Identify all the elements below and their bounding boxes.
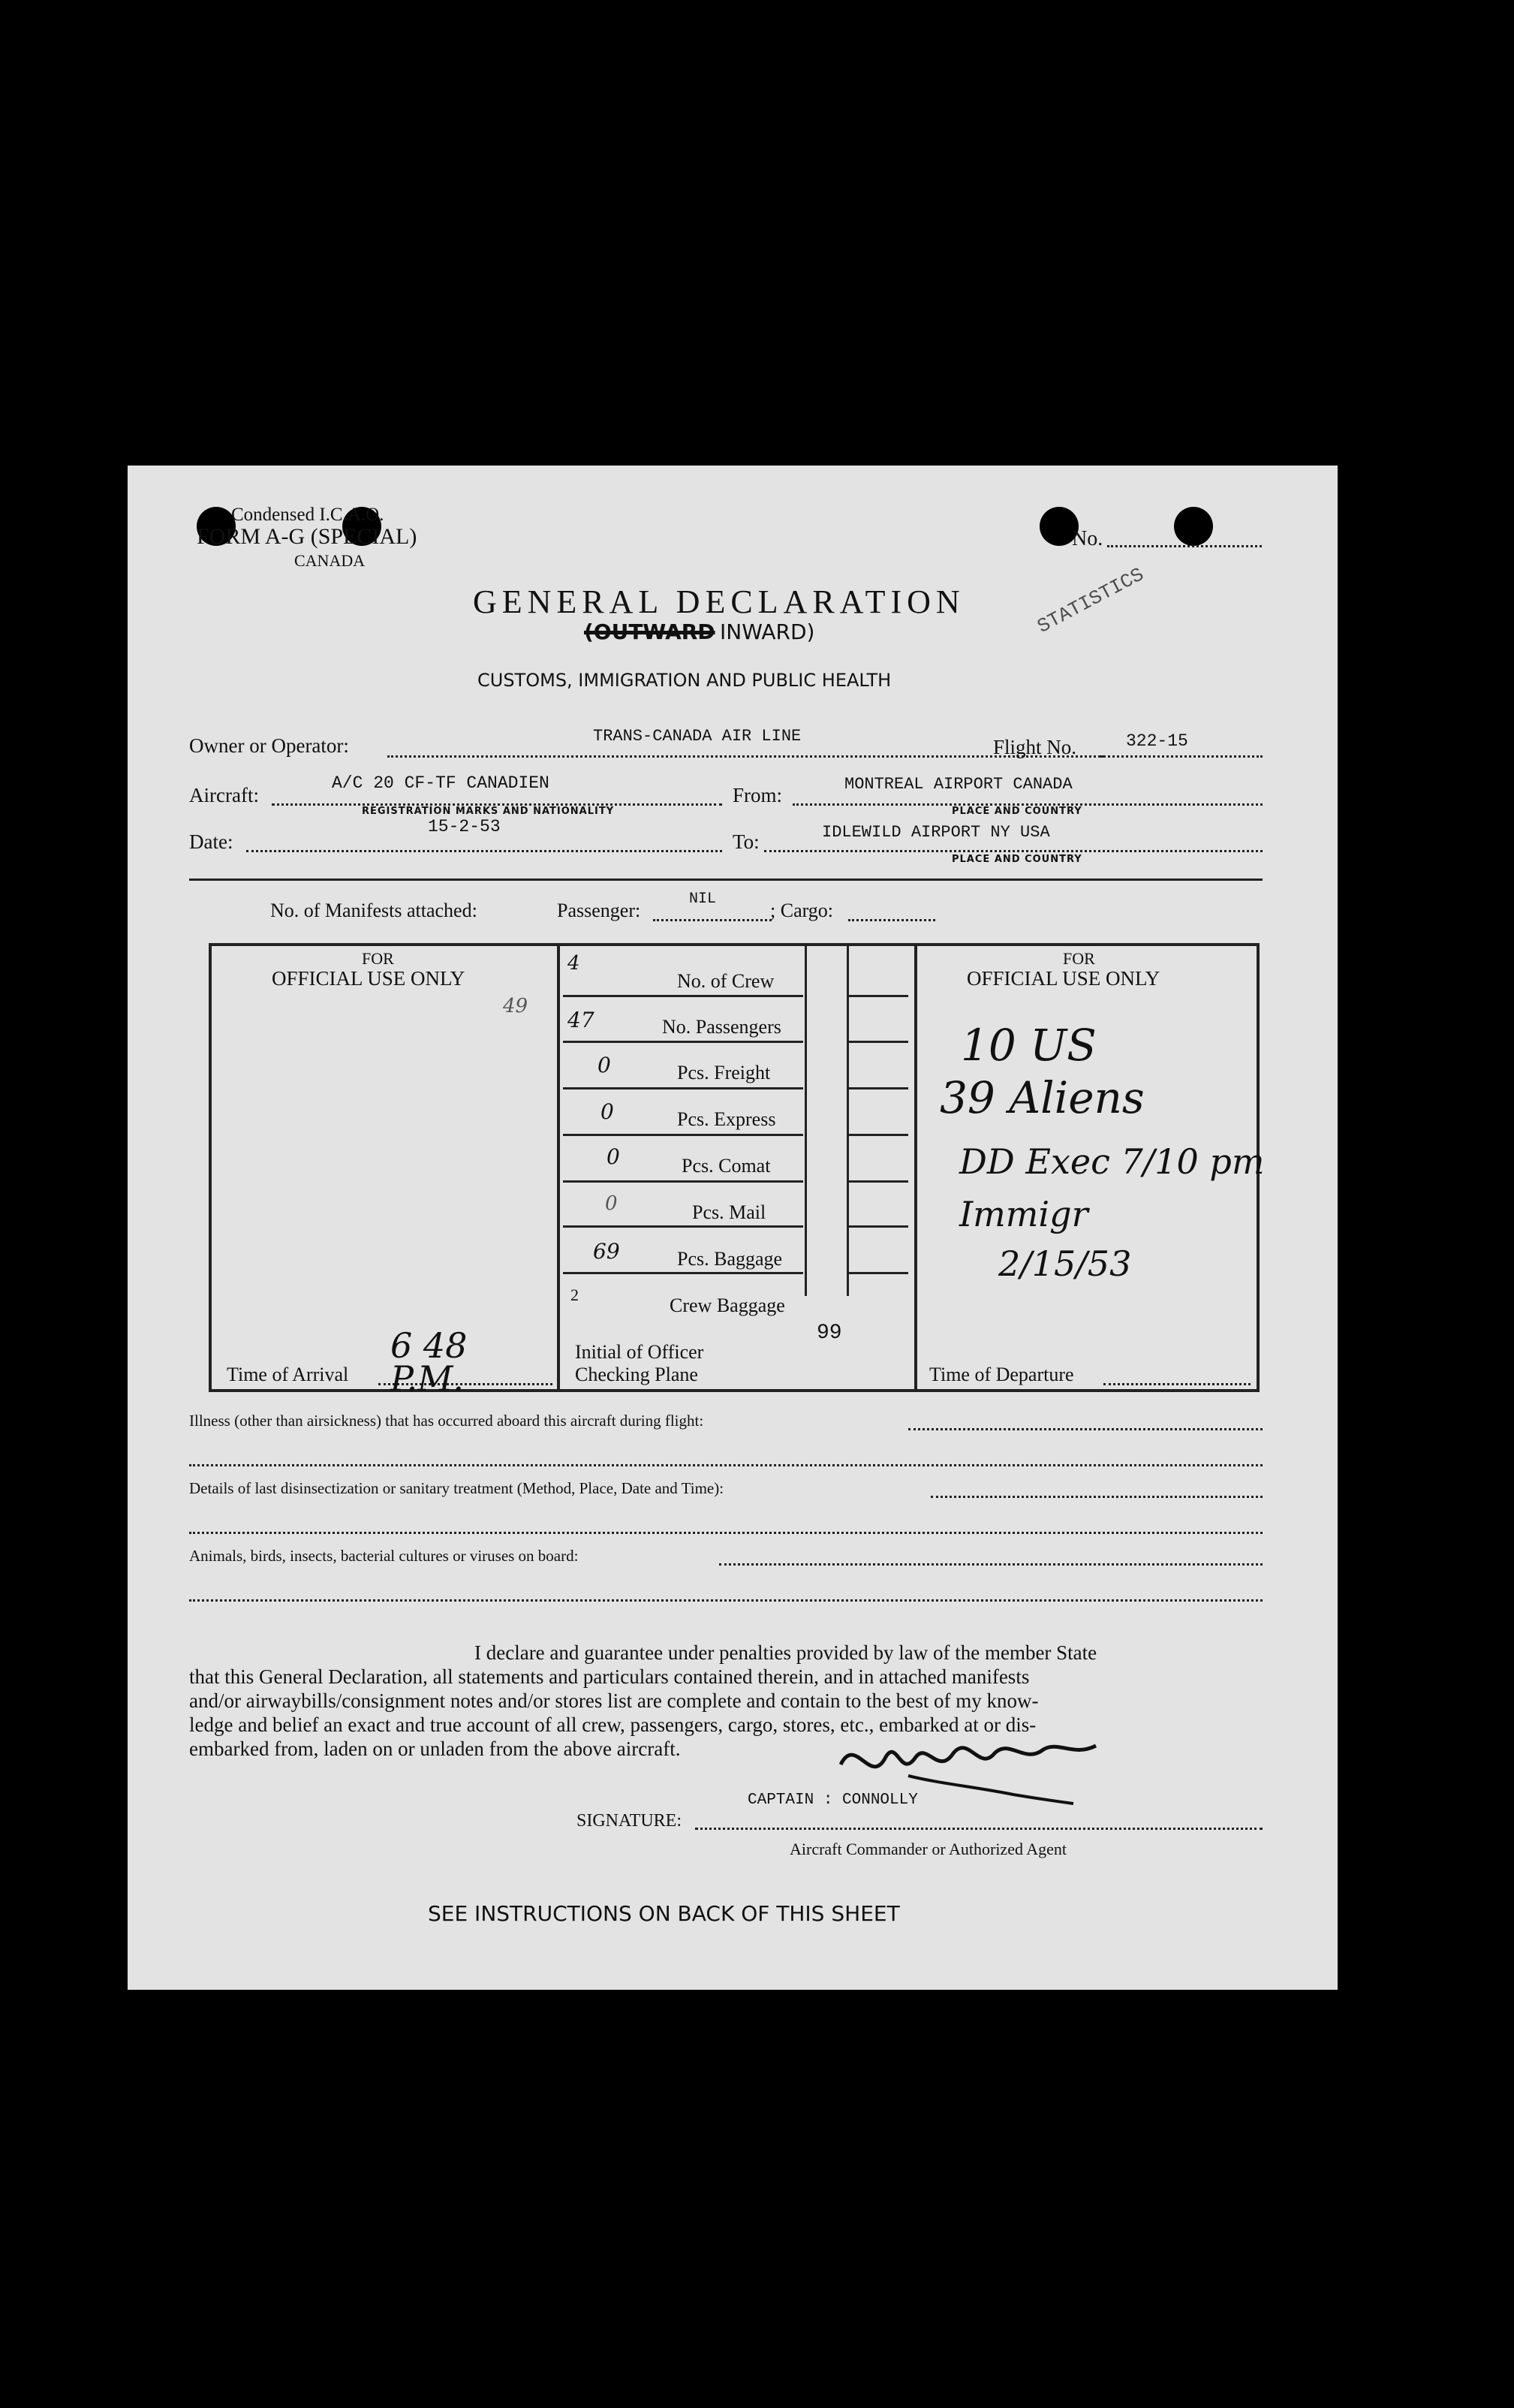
declaration-line-1: I declare and guarantee under penalties provided by law of the member State [474,1641,1097,1664]
form-country: CANADA [294,551,366,570]
row-rule [563,1087,803,1089]
row-rule-right [848,1134,908,1136]
freight-count-value: 0 [597,1053,611,1077]
to-line [764,850,1263,852]
passenger-line [653,919,772,921]
number-label: No. [1072,527,1103,550]
row-values-divider-2 [847,943,849,1296]
row-rule-right [848,1041,908,1043]
time-of-departure-label: Time of Departure [929,1364,1074,1385]
table-divider-right [914,943,917,1389]
departure-line [1103,1383,1251,1385]
signature-label: SIGNATURE: [576,1811,682,1831]
from-value: MONTREAL AIRPORT CANADA [844,775,1073,794]
freight-count-label: Pcs. Freight [677,1062,771,1083]
comat-count-label: Pcs. Comat [682,1155,771,1177]
handwritten-us-count: 10 US [961,1020,1097,1071]
table-divider-left [557,943,560,1389]
baggage-count-value: 69 [593,1239,620,1264]
baggage-count-label: Pcs. Baggage [677,1248,783,1270]
passengers-count-value: 47 [567,1008,594,1032]
instructions-footer: SEE INSTRUCTIONS ON BACK OF THIS SHEET [428,1901,900,1926]
disinsectization-line [931,1496,1263,1498]
from-label: From: [733,784,783,806]
crew-count-value: 4 [567,952,580,975]
passenger-label: Passenger: [557,900,641,921]
row-rule-right [848,1087,908,1089]
express-count-value: 0 [600,1099,614,1124]
date-label: Date: [189,830,233,853]
time-of-arrival-value: 6 48 P.M. [390,1325,468,1399]
animals-line-2 [189,1599,1263,1602]
animals-label: Animals, birds, insects, bacterial cultures or viruses on board: [189,1547,579,1565]
passengers-count-label: No. Passengers [662,1016,781,1038]
to-value: IDLEWILD AIRPORT NY USA [822,823,1050,842]
illness-label: Illness (other than airsickness) that has occurred aboard this aircraft during flight: [189,1412,704,1430]
aircraft-note: REGISTRATION MARKS AND NATIONALITY [362,806,615,817]
mail-count-value: 0 [605,1192,618,1215]
row-rule-right [848,1272,908,1274]
handwritten-date-note: 2/15/53 [998,1243,1132,1284]
row-rule-right [848,1225,908,1228]
right-for-label: FOR [1063,949,1095,968]
aircraft-value: A/C 20 CF-TF CANADIEN [332,773,549,793]
subtitle-outward: (OUTWARD [584,619,715,644]
flight-label: Flight No. [993,736,1077,758]
handwritten-immigr-note: Immigr [959,1194,1088,1234]
row-rule-right [848,1180,908,1183]
to-label: To: [733,830,760,853]
illness-line-2 [189,1464,1263,1466]
statistics-stamp: STATISTICS [1034,563,1148,638]
disinsectization-label: Details of last disinsectization or sanitary treatment (Method, Place, Date and Time): [189,1479,724,1497]
flight-value: 322-15 [1126,731,1188,751]
initial-officer-label: Initial of Officer [575,1341,704,1363]
declaration-line-3: and/or airwaybills/consignment notes and/or stores list are complete and contain to the best of my know- [189,1689,1039,1712]
disinsectization-line-2 [189,1532,1263,1534]
handwritten-exec-note: DD Exec 7/10 pm [959,1141,1265,1182]
row-rule [563,1134,803,1136]
signature-caption: Aircraft Commander or Authorized Agent [790,1840,1067,1858]
crew-baggage-value: 2 [570,1285,579,1304]
condensed-icao: Condensed I.C.A.O. [231,505,384,525]
row-rule [563,995,803,997]
typed-signature: CAPTAIN : CONNOLLY [748,1792,918,1809]
header-separator [189,879,1263,881]
row-rule [563,1180,803,1183]
from-place-note: PLACE AND COUNTRY [952,806,1082,817]
right-official-label: OFFICIAL USE ONLY [967,967,1160,990]
manifests-label: No. of Manifests attached: [270,900,477,921]
crew-baggage-label: Crew Baggage [670,1294,785,1316]
illness-line [908,1428,1263,1430]
form-title: GENERAL DECLARATION [473,583,965,620]
comat-count-value: 0 [607,1144,620,1169]
handwritten-aliens-count: 39 Aliens [940,1072,1145,1123]
declaration-line-5: embarked from, laden on or unladen from the above aircraft. [189,1737,681,1760]
date-value: 15-2-53 [428,817,501,836]
declaration-line-4: ledge and belief an exact and true account of all crew, passengers, cargo, stores, etc., embarked at or dis- [189,1713,1037,1736]
owner-value: TRANS-CANADA AIR LINE [593,727,802,746]
declaration-line-2: that this General Declaration, all statements and particulars contained therein, and in attached manifests [189,1665,1030,1688]
row-values-divider [805,943,807,1296]
express-count-label: Pcs. Express [677,1108,776,1130]
declaration-form-sheet [128,466,1338,1990]
punch-hole [1174,507,1213,546]
left-margin-note: 49 [503,995,528,1017]
aircraft-label: Aircraft: [189,784,259,806]
row-rule [563,1041,803,1043]
row-rule [563,1225,803,1228]
left-official-label: OFFICIAL USE ONLY [272,967,465,990]
time-of-arrival-label: Time of Arrival [227,1364,349,1385]
owner-label: Owner or Operator: [189,734,349,757]
date-line [246,850,722,852]
form-id: FORM A-G (SPECIAL) [197,524,417,549]
cargo-label: ; Cargo: [770,900,834,921]
cargo-line [848,919,935,921]
row-rule-right [848,995,908,997]
to-place-note: PLACE AND COUNTRY [952,854,1082,865]
mail-count-label: Pcs. Mail [692,1201,766,1223]
crew-count-label: No. of Crew [677,970,775,992]
passenger-value: NIL [689,891,717,908]
animals-line [719,1563,1263,1566]
initial-officer-value: 99 [817,1322,842,1345]
authority-line: CUSTOMS, IMMIGRATION AND PUBLIC HEALTH [477,670,892,691]
number-line [1107,545,1262,547]
row-rule [563,1272,803,1274]
flight-line [1100,755,1263,758]
signature-line [695,1828,1263,1830]
subtitle-inward: - INWARD) [706,619,815,644]
checking-plane-label: Checking Plane [575,1364,698,1385]
left-for-label: FOR [362,949,394,968]
